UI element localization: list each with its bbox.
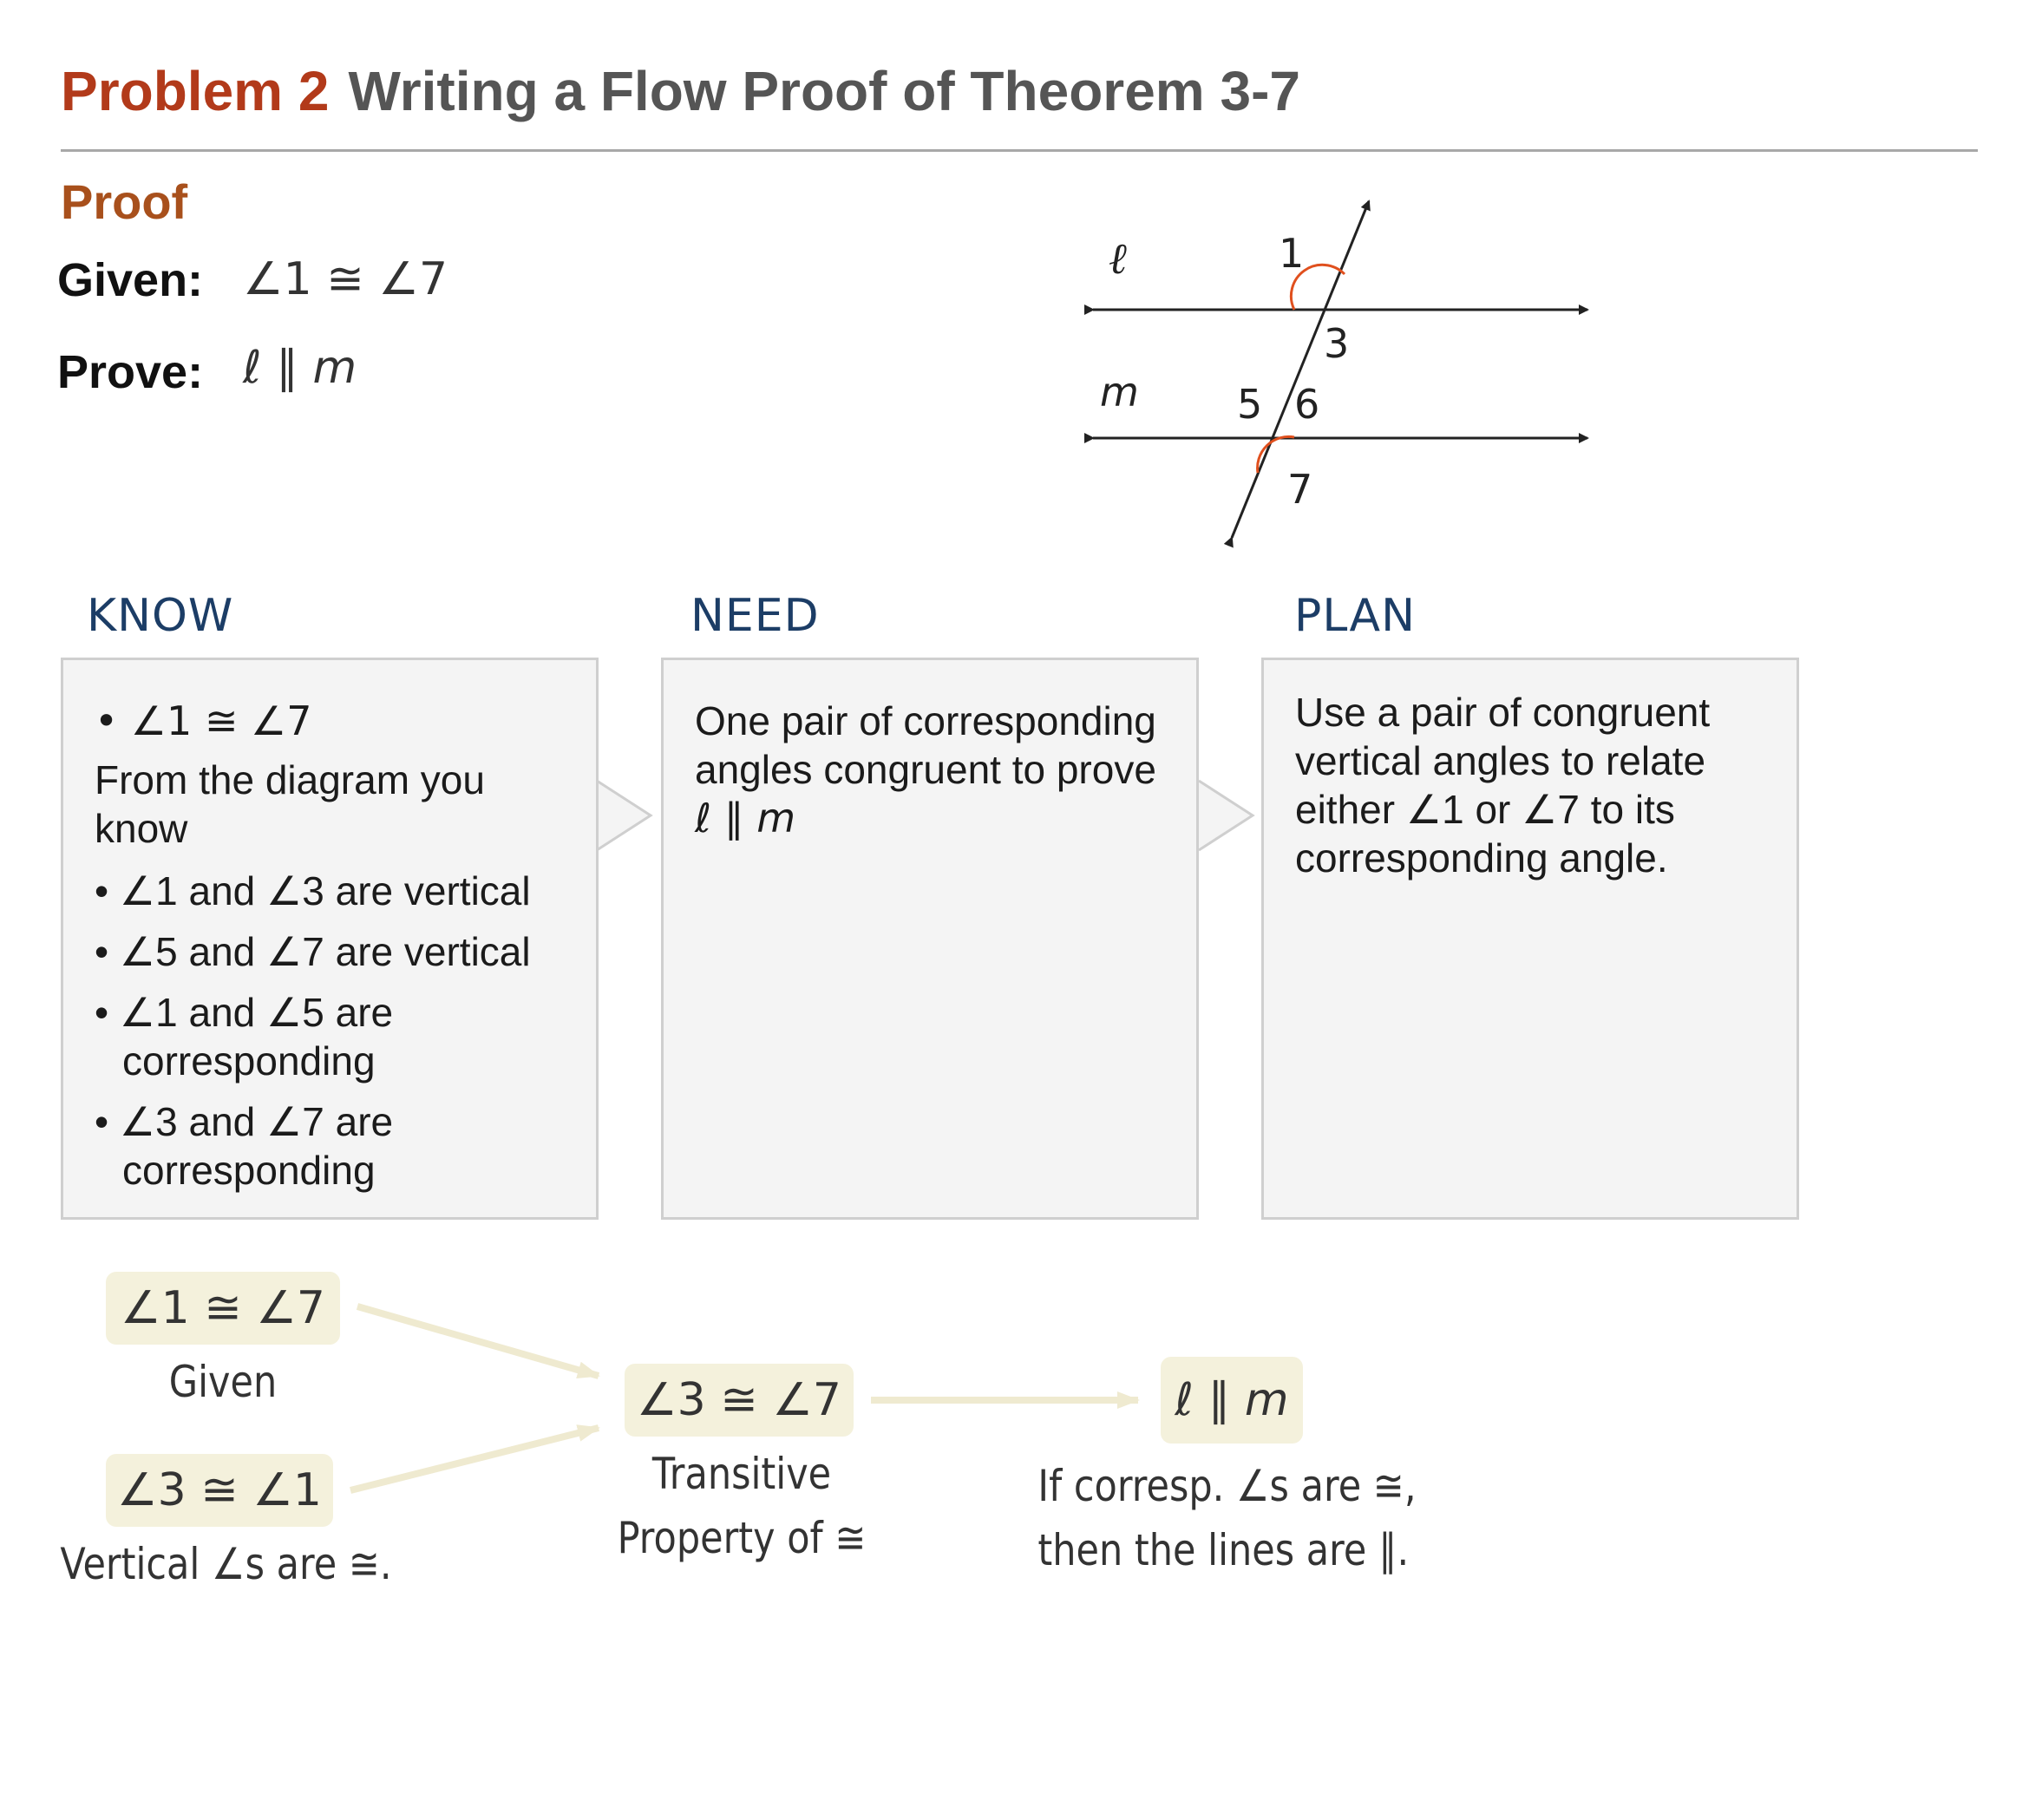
know-box <box>61 658 599 1220</box>
angle-1-label: 1 <box>1279 230 1305 277</box>
know-item: corresponding <box>122 1038 376 1083</box>
know-title: KNOW <box>87 590 234 642</box>
know-item: corresponding <box>122 1148 376 1193</box>
know-item: • ∠1 ≅ ∠7 <box>95 697 312 744</box>
plan-title: PLAN <box>1294 590 1416 642</box>
flow-reason-3-line1: Transitive <box>651 1449 832 1499</box>
plan-box <box>1261 658 1799 1220</box>
flow-statement-1: ∠1 ≅ ∠7 <box>106 1272 340 1345</box>
flow-reason-4 <box>1037 1454 1425 1582</box>
know-need-pointer <box>597 781 651 850</box>
plan-line: corresponding angle. <box>1295 835 1668 881</box>
know-item: • ∠1 and ∠5 are <box>95 990 394 1035</box>
need-line: ℓ ∥ m <box>695 795 796 841</box>
angle-5-label: 5 <box>1237 381 1263 428</box>
flow-reason-1: Given <box>168 1357 278 1407</box>
arrow-step1-to-step3 <box>357 1306 599 1376</box>
know-item: • ∠3 and ∠7 are <box>95 1099 394 1144</box>
angle-3-label: 3 <box>1324 320 1350 367</box>
know-item: From the diagram you <box>95 757 485 802</box>
know-item: • ∠1 and ∠3 are vertical <box>95 868 531 913</box>
plan-line: Use a pair of congruent <box>1295 690 1711 735</box>
prove-label: Prove: <box>57 346 204 398</box>
plan-line: either ∠1 or ∠7 to its <box>1295 787 1675 832</box>
flow-reason-3 <box>596 1442 887 1570</box>
flow-reason-3-line2: Property of ≅ <box>617 1513 867 1563</box>
proof-label: Proof <box>61 174 188 229</box>
flow-statement-3: ∠3 ≅ ∠7 <box>625 1364 854 1437</box>
need-title: NEED <box>690 590 820 642</box>
arrow-step2-to-step3 <box>350 1428 599 1490</box>
flow-reason-4-line2: then the lines are ∥. <box>1037 1525 1410 1575</box>
given-label: Given: <box>57 254 204 306</box>
prove-value: ℓ ∥ m <box>243 342 357 394</box>
know-item: know <box>95 806 188 851</box>
need-box <box>661 658 1199 1220</box>
know-item: • ∠5 and ∠7 are vertical <box>95 929 531 974</box>
flow-reason-4-line1: If corresp. ∠s are ≅, <box>1037 1461 1417 1511</box>
need-plan-pointer <box>1199 781 1253 850</box>
angle-7-label: 7 <box>1287 466 1313 513</box>
flow-statement-2: ∠3 ≅ ∠1 <box>106 1454 333 1527</box>
line-l-label: ℓ <box>1109 233 1127 284</box>
line-m-label: m <box>1100 369 1139 416</box>
angle-6-label: 6 <box>1294 381 1320 428</box>
given-value: ∠1 ≅ ∠7 <box>243 253 448 305</box>
flow-statement-4: ℓ ∥ m <box>1161 1357 1303 1444</box>
need-line: One pair of corresponding <box>695 698 1156 743</box>
problem-title: Writing a Flow Proof of Theorem 3-7 <box>348 60 1300 122</box>
need-line: angles congruent to prove <box>695 747 1156 792</box>
flow-reason-2: Vertical ∠s are ≅. <box>60 1539 392 1589</box>
plan-line: vertical angles to relate <box>1295 738 1706 783</box>
problem-number: Problem 2 <box>61 60 330 122</box>
